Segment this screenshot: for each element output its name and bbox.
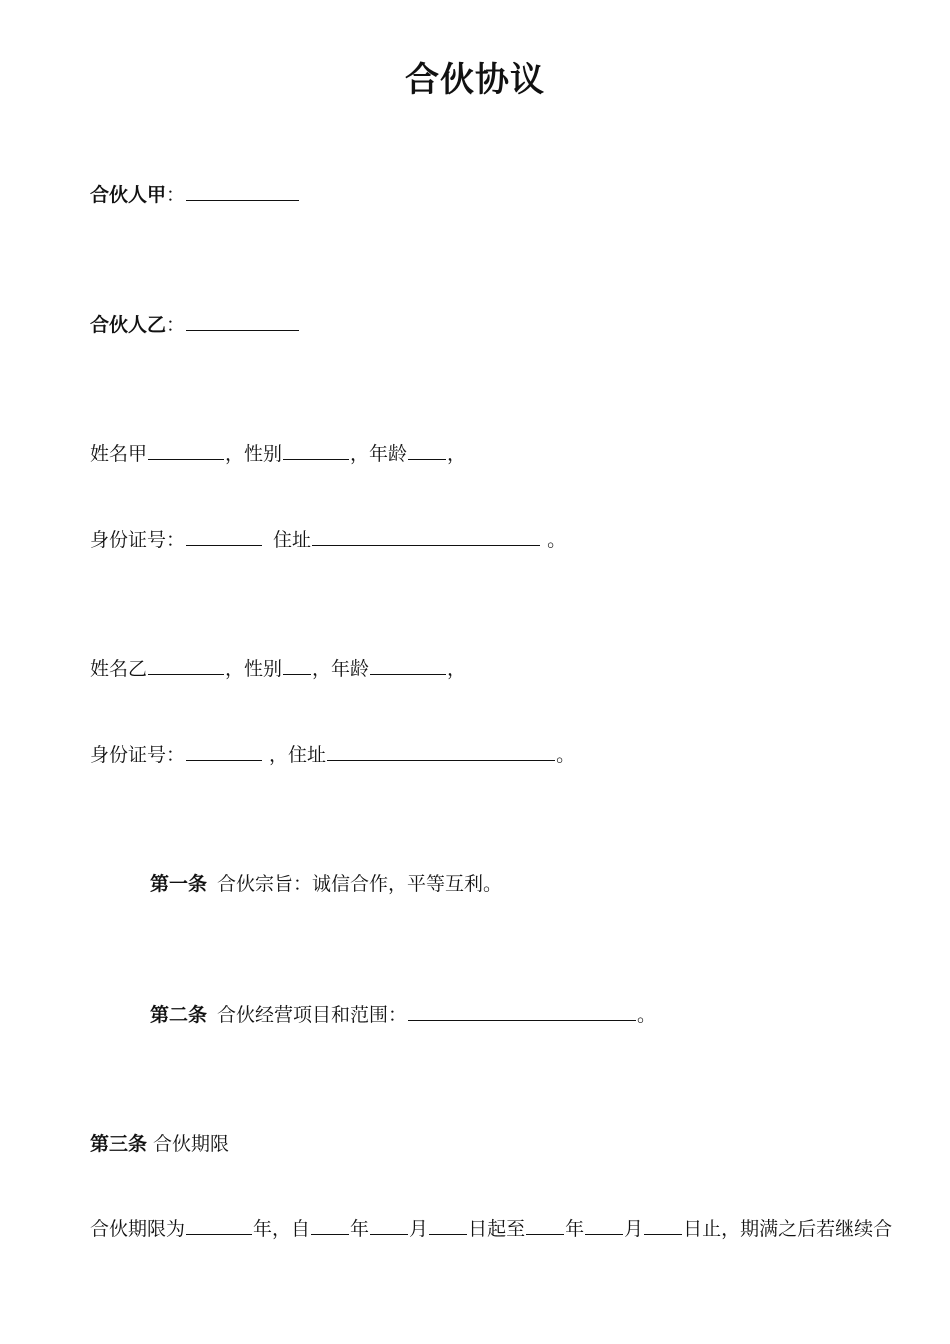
article-1-text: 合伙宗旨：诚信合作，平等互利。 [217,873,503,895]
term-text-6: 年 [565,1218,585,1240]
document-title: 合伙协议 [405,60,545,100]
term-text-3: 年 [350,1218,370,1240]
person-b-id-blank[interactable] [186,741,262,761]
person-a-age-blank[interactable] [408,440,446,460]
partner-b-line [90,311,300,339]
person-a-name-blank[interactable] [148,440,224,460]
person-b-age-blank[interactable] [370,655,446,675]
person-b-address-label: ，住址 [263,744,327,766]
person-a-gender-blank[interactable] [283,440,349,460]
person-a-address-blank[interactable] [312,526,540,546]
term-text-8: 日止，期满之后若继续合 [683,1218,893,1240]
person-b-gender-blank[interactable] [283,655,311,675]
article-3-line [90,1130,229,1158]
person-a-id-label: 身份证号： [90,529,186,551]
partner-b-sep: ： [166,314,186,336]
end-month-blank[interactable] [585,1215,623,1235]
article-1-line [150,870,502,898]
person-b-info-line [90,655,466,683]
article-3-heading: 第三条 [90,1133,148,1155]
article-2-text: 合伙经营项目和范围： [217,1004,408,1026]
article-3-text: 合伙期限 [153,1133,230,1155]
article-2-heading: 第二条 [150,1004,208,1026]
person-a-id-line [90,526,566,554]
end-day-blank[interactable] [644,1215,682,1235]
person-b-period: 。 [556,744,576,766]
article-2-line [150,1001,656,1029]
person-b-name-label: 姓名乙 [90,658,148,680]
partner-b-blank[interactable] [186,311,299,331]
person-a-info-line [90,440,466,468]
article-2-scope-blank[interactable] [408,1001,636,1021]
term-years-blank[interactable] [186,1215,252,1235]
partner-a-sep: ： [166,184,186,206]
person-b-gender-label: ，性别 [225,658,283,680]
article-1-heading: 第一条 [150,873,208,895]
person-a-gender-label: ，性别 [225,443,283,465]
start-year-blank[interactable] [311,1215,349,1235]
start-month-blank[interactable] [370,1215,408,1235]
start-day-blank[interactable] [429,1215,467,1235]
term-text-7: 月 [624,1218,644,1240]
partner-a-label: 合伙人甲 [90,184,167,206]
person-b-end: ， [447,658,467,680]
term-line [90,1215,892,1243]
partner-a-blank[interactable] [186,181,299,201]
person-b-id-line [90,741,575,769]
article-2-period: 。 [637,1004,657,1026]
term-text-1: 合伙期限为 [90,1218,186,1240]
person-b-id-label: 身份证号： [90,744,186,766]
person-b-address-blank[interactable] [327,741,555,761]
person-a-age-label: ，年龄 [350,443,408,465]
partner-a-line [90,181,300,209]
end-year-blank[interactable] [526,1215,564,1235]
term-text-4: 月 [409,1218,429,1240]
person-a-address-label: 住址 [273,529,312,551]
term-text-2: 年，自 [253,1218,311,1240]
person-a-end: ， [447,443,467,465]
person-b-age-label: ，年龄 [312,658,370,680]
person-b-name-blank[interactable] [148,655,224,675]
person-a-period: 。 [541,529,567,551]
person-a-name-label: 姓名甲 [90,443,148,465]
term-text-5: 日起至 [468,1218,526,1240]
partner-b-label: 合伙人乙 [90,314,167,336]
person-a-id-blank[interactable] [186,526,262,546]
